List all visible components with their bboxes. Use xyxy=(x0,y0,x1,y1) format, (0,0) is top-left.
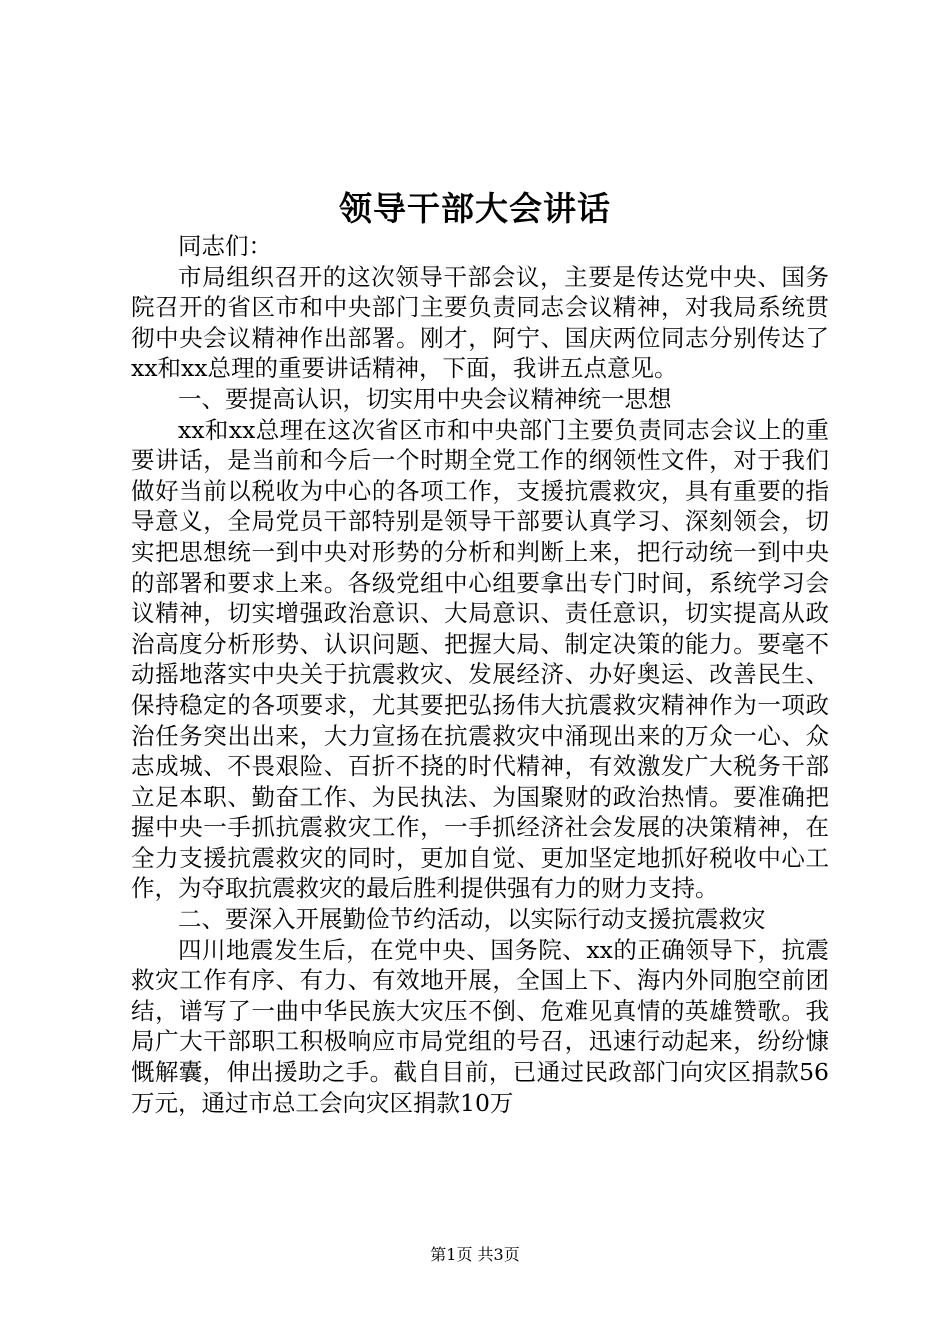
salutation: 同志们： xyxy=(178,232,272,260)
document-title: 领导干部大会讲话 xyxy=(339,189,611,228)
paragraph-section-2: 四川地震发生后，在党中央、国务院、xx的正确领导下，抗震救灾工作有序、有力、有效地开展，全国上下、海内外同胞空前团结，谱写了一曲中华民族大灾压不倒、危难见真情的英雄赞歌。我局广大干部职工积极响应市局党组的号召，迅速行动起来，纷纷慷慨解囊，伸出援助之手。截自目前，已通过民政部门向灾区捐款56万元，通过市总工会向灾区捐款10万 xyxy=(131,935,829,1117)
paragraph-section-1: xx和xx总理在这次省区市和中央部门主要负责同志会议上的重要讲话，是当前和今后一个时期全党工作的纲领性文件，对于我们做好当前以税收为中心的各项工作，支援抗震救灾，具有重要的指导意义，全局党员干部特别是领导干部要认真学习、深刻领会，切实把思想统一到中央对形势的分析和判断上来，把行动统一到中央的部署和要求上来。各级党组中心组要拿出专门时间，系统学习会议精神，切实增强政治意识、大局意识、责任意识，切实提高从政治高度分析形势、认识问题、把握大局、制定决策的能力。要毫不动摇地落实中央关于抗震救灾、发展经济、办好奥运、改善民生、保持稳定的各项要求，尤其要把弘扬伟大抗震救灾精神作为一项政治任务突出出来，大力宣扬在抗震救灾中涌现出来的万众一心、众志成城、不畏艰险、百折不挠的时代精神，有效激发广大税务干部立足本职、勤奋工作、为民执法、为国聚财的政治热情。要准确把握中央一手抓抗震救灾工作，一手抓经济社会发展的决策精神，在全力支援抗震救灾的同时，更加自觉、更加坚定地抓好税收中心工作，为夺取抗震救灾的最后胜利提供强有力的财力支持。 xyxy=(131,415,829,903)
section-heading-1: 一、要提高认识，切实用中央会议精神统一思想 xyxy=(178,384,672,413)
section-heading-2: 二、要深入开展勤俭节约活动，以实际行动支援抗震救灾 xyxy=(178,905,766,934)
paragraph-intro: 市局组织召开的这次领导干部会议，主要是传达党中央、国务院召开的省区市和中央部门主要负责同志会议精神，对我局系统贯彻中央会议精神作出部署。刚才，阿宁、国庆两位同志分别传达了xx和xx总理的重要讲话精神，下面，我讲五点意见。 xyxy=(131,262,829,383)
page-footer: 第1页 共3页 xyxy=(430,1245,520,1264)
document-body xyxy=(131,231,829,1118)
